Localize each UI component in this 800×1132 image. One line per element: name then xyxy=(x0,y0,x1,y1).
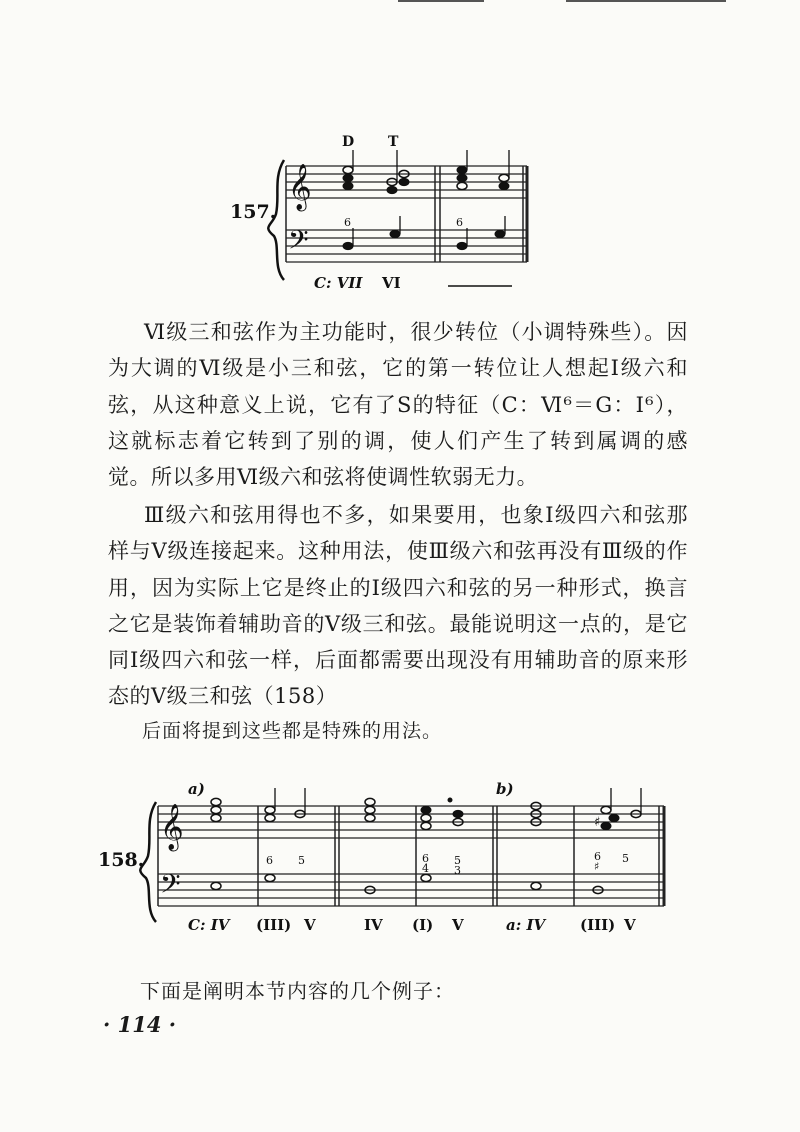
notes xyxy=(343,150,509,250)
closing-line: 下面是阐明本节内容的几个例子： xyxy=(140,979,455,1003)
roman-numeral-158-4: IV xyxy=(364,916,383,934)
figure-158-3: 6 xyxy=(422,852,429,865)
paragraph-sixth-degree: Ⅵ级三和弦作为主功能时，很少转位（小调特殊些）。因为大调的Ⅵ级是小三和弦，它的第一转位让人想起Ⅰ级六和弦，从这种意义上说，它有了S的特征（C：Ⅵ⁶＝G：Ⅰ⁶），这就标志着它转到了别的调，使人们产生了转到属调的感觉。所以多用Ⅵ级六和弦将使调性软弱无力。 xyxy=(108,320,688,490)
bass-staff-158 xyxy=(158,874,664,906)
figure-158-7: 6 xyxy=(594,850,601,863)
figure-158-1: 6 xyxy=(266,854,273,867)
function-label-t: T xyxy=(388,134,399,150)
page-number: · 114 · xyxy=(103,1012,177,1037)
figure-158-2: 5 xyxy=(298,854,305,867)
treble-clef-icon: 𝄞 xyxy=(288,164,312,210)
notes-158 xyxy=(211,788,641,894)
sharp-icon: ♯ xyxy=(594,815,601,830)
figure-158-8: ♯ xyxy=(594,860,600,873)
example-number-157: 157. xyxy=(230,201,277,223)
example-number-158: 158. xyxy=(98,849,145,871)
roman-numeral-158-3: V xyxy=(304,916,316,934)
figure-158-4: 4 xyxy=(422,862,429,875)
figure-157-2: 6 xyxy=(456,216,463,229)
roman-numeral-157-1: C: VII xyxy=(314,274,363,292)
roman-numeral-157-2: VI xyxy=(382,274,401,292)
music-example-157 xyxy=(230,128,550,300)
bass-clef-icon: 𝄢 xyxy=(288,224,309,262)
treble-clef-icon-158: 𝄞 xyxy=(160,804,184,850)
figure-158-9: 5 xyxy=(622,852,629,865)
roman-numeral-158-2: (III) xyxy=(256,916,292,934)
roman-numeral-158-8: (III) xyxy=(580,916,616,934)
section-label-a: a) xyxy=(188,780,205,798)
paragraph-third-degree: Ⅲ级六和弦用得也不多，如果要用，也象Ⅰ级四六和弦那样与Ⅴ级连接起来。这种用法，使Ⅲ级六和弦再没有Ⅲ级的作用，因为实际上它是终止的Ⅰ级四六和弦的另一种形式，换言之它是装饰着辅助音的Ⅴ级三和弦。最能说明这一点的，是它同Ⅰ级四六和弦一样，后面都需要出现没有用辅助音的原来形态的Ⅴ级三和弦（158） xyxy=(108,503,688,709)
section-label-b: b) xyxy=(496,780,514,798)
bass-staff xyxy=(286,230,527,262)
header-rule-right xyxy=(566,0,726,2)
figure-157-1: 6 xyxy=(344,216,351,229)
music-example-158 xyxy=(98,772,678,942)
roman-numeral-158-7: a: IV xyxy=(506,916,546,934)
roman-numeral-158-5: (I) xyxy=(412,916,434,934)
treble-staff-158 xyxy=(158,806,664,838)
roman-numeral-158-1: C: IV xyxy=(188,916,230,934)
bass-clef-icon-158: 𝄢 xyxy=(160,868,181,906)
special-usage-note: 后面将提到这些都是特殊的用法。 xyxy=(142,720,443,742)
roman-numeral-158-9: V xyxy=(624,916,636,934)
figure-158-6: 3 xyxy=(454,864,461,877)
header-rule-left xyxy=(398,0,484,2)
roman-numeral-158-6: V xyxy=(452,916,464,934)
function-label-d: D xyxy=(342,134,355,150)
figure-158-5: 5 xyxy=(454,854,461,867)
